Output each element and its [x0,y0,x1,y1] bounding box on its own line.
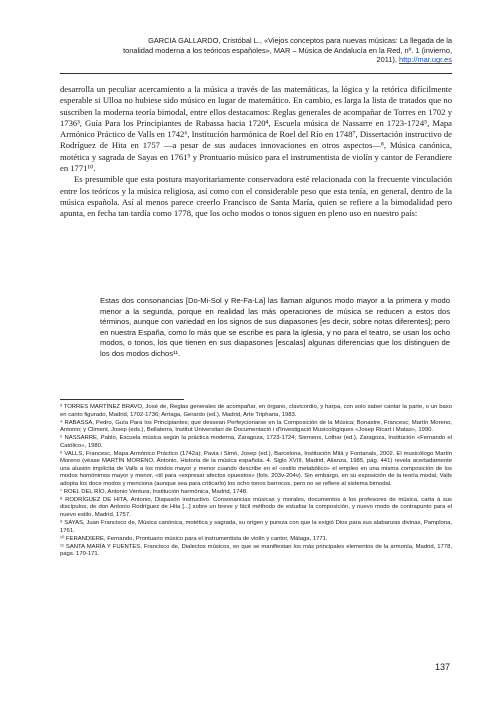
footnote-5: ⁵ NASSARRE, Pablo, Escuela música según la práctica moderna, Zaragoza, 1723-1724; Siemens, Lothar (ed.), Zaragoza, Institución «Fernando el Católico», 1980. [60,435,452,449]
footnote-rule [60,399,184,400]
running-header [60,36,452,65]
footnote-4: ⁴ RABASSA, Pedro, Guía Para los Principiantes; que dessean Perfeycionarse en la Composición de la Música; Bonastre, Francesc; Martín Moreno, Antonio; y Climent, Josep (eds.), Bellaterra, Institut Universitari de Documentació i d'Investigació Musicològiques «Josep Ricart i Matas», 1990. [60,419,452,434]
page-number: 137 [434,662,450,672]
block-quote [100,296,450,360]
footnote-6: ⁶ VALLS, Francesc, Mapa Armónico Práctico (1742a); Pavia i Simó, Josep (ed.), Barcelona, Institución Milá y Fontanals, 2002. El musicólogo Martín Moreno (véase MARTÍN MORENO, Antonio, Historia de la música española. 4. Siglo XVIII, Madrid, Alianza, 1985, pág. 441) revela acertadamente una alusión implícita de Valls a los modos mayor y menor cuando describe en el «estilo metabólico» el empleo en una misma composición de los modos homónimos mayor y menor, «til para «expresar afectos opuestos» (fols. 203v-204v). Sin embargo, en su exposición de la teoría modal, Valls adopta los doce modos y menciona (aunque sea para criticarlo) los ocho tonos barrocos, pero no se refiere al sistema bimodal. [60,450,452,487]
paragraph-1: desarrolla un peculiar acercamiento a la música a través de las matemáticas, la lógica y la retórica difícilmente esperable si Ulloa no hubiese sido músico en lugar de matemático. En cambio, es larga la lista de tratados que no suscriben la moderna teoría bimodal, entre ellos destacamos: Reglas generales de acompañar de Torres en 1702 y 1736³, Guía Para los Principiantes de Rabassa hacia 1720⁴, Escuela música de Nassarre en 1723-1724⁵, Mapa Armónico Práctico de Valls en 1742⁶, Institución harmónica de Roel del Río en 1748⁷, Dissertación instructivo de Rodríguez de Hita en 1757 —a pesar de sus audaces innovaciones en otros aspectos—⁸, Música canónica, motética y sagrada de Sayas en 1761⁹ y Prontuario músico para el instrumentista de violín y cantor de Ferandiere en 1771¹⁰. [60,84,452,174]
footnote-7: ⁷ ROEL DEL RÍO, Antonio Ventura, Institución harmónica, Madrid, 1748. [60,488,248,495]
header-line-1: GARCIA GALLARDO, Cristóbal L., «Viejos conceptos para nuevas músicas: La llegada de la [148,36,452,45]
footnote-11: ¹¹ SANTA MARÍA Y FUENTES, Francisco de, Dialectos músicos, en que se manifiestan los más principales elementos de la armonía, Madrid, 1778, pags. 170-171. [60,543,452,558]
body-text [60,84,452,220]
footnotes [60,404,452,559]
block-quote-text: Estas dos consonancias [Do-Mi-Sol y Re-Fa-La] las llaman algunos modo mayor a la primera y modo menor a la segunda, porque en realidad las más operaciones de música se reducen a estos dos términos, aunque con variedad en los signos de sus diapasones [es decir, sobre notas diferentes]; pero en nuestra España, como lo más que se escribe es para la iglesia, y no para el teatro, se usan los ocho modos, o tonos, los que tienen en sus diapasones [escalas] algunas diferencias que los distinguen de los dos modos dichos¹¹. [100,296,450,358]
footnote-9: ⁹ SAYAS, Juan Francisco de, Música canónica, motética y sagrada, su origen y pureza con que la exigió Dios para sus alabanzas divinas, Pamplona, 1761. [60,520,452,534]
paragraph-2: Es presumible que esta postura mayoritariamente conservadora esté relacionada con la frecuente vinculación entre los teóricos y la música religiosa, así como con el considerable peso que esta tenía, en general, dentro de la música española. Así al menos parece creerlo Francisco de Santa María, quien se refiere a la bimodalidad pero apunta, en fecha tan tardía como 1778, que los ocho modos o tonos siguen en pleno uso en nuestro país: [60,174,452,219]
footnote-3: ³ TORRES MARTÍNEZ BRAVO, José de, Reglas generales de acompañar, en órgano, clavicordio, y harpa, con solo saber cantar la parte, o un baxo en canto figurado, Madrid, 1702-1736; Arriaga, Gerardo (ed.), Madrid, Arte Tripharia, 1983. [60,404,452,418]
footnote-10: ¹⁰ FERANDIERE, Fernando, Prontuario músico para el instrumentista de violín y cantor, Málaga, 1771. [60,535,328,542]
header-rule [60,73,452,74]
header-line-2: tonalidad moderna a los teóricos españoles», MAR – Música de Andalucía en la Red, nº. 1 (invierno, [123,45,452,55]
footnote-8: ⁸ RODRÍGUEZ DE HITA, Antonio, Diapasón instructivo. Consonancias músicas y morales, documentos á los profesores de música, carta á sus discípulos, de don Antonio Rodríguez de Hita [...] sobre un breve y fácil méthodo de estudiar la composición, y nuevo modo de contrapunto para el nuevo estilo, Madrid, 1757. [60,496,452,518]
header-line-3-prefix: 2011), [376,55,397,65]
header-line-3 [60,55,452,65]
header-link[interactable]: http://mar.ugr.es [399,55,452,65]
